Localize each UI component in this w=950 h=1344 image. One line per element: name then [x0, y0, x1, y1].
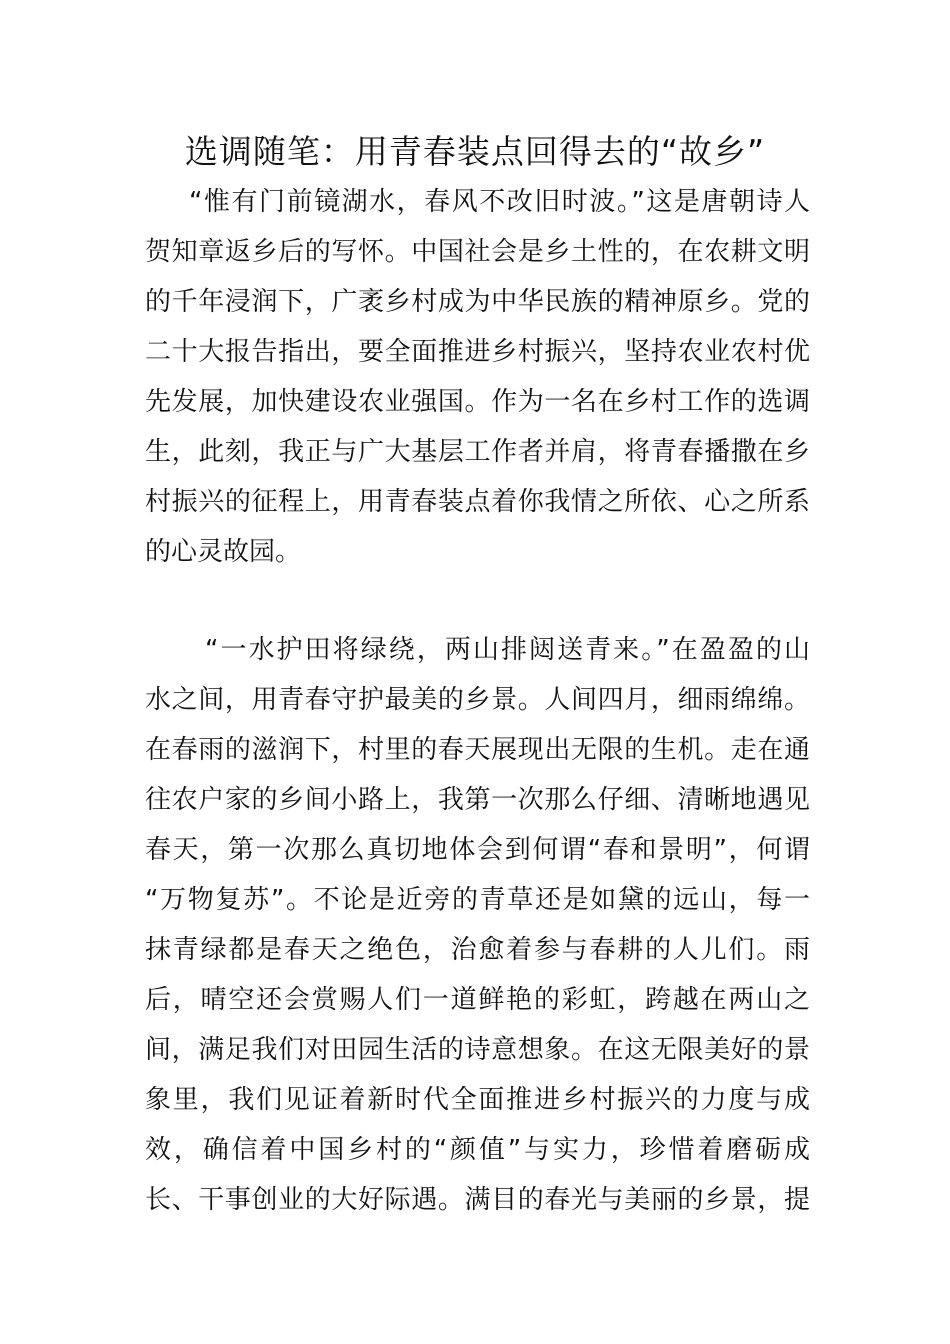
paragraph-line: 的心灵故园。	[145, 537, 302, 567]
paragraph-line: “万物复苏”。不论是近旁的青草还是如黛的远山，每一	[145, 885, 810, 915]
paragraph-line: 抹青绿都是春天之绝色，治愈着参与春耕的人儿们。雨	[145, 935, 810, 965]
paragraph-line: “惟有门前镜湖水，春风不改旧时波。”这是唐朝诗人	[189, 187, 810, 217]
paragraph-line: 后，晴空还会赏赐人们一道鲜艳的彩虹，跨越在两山之	[145, 985, 810, 1015]
paragraph-line: 贺知章返乡后的写怀。中国社会是乡土性的，在农耕文明	[145, 237, 810, 267]
paragraph-line: 生，此刻，我正与广大基层工作者并肩，将青春播撒在乡	[145, 437, 810, 467]
paragraph-2	[145, 625, 810, 1225]
paragraph-line: 在春雨的滋润下，村里的春天展现出无限的生机。走在通	[145, 735, 810, 765]
paragraph-line: 水之间，用青春守护最美的乡景。人间四月，细雨绵绵。	[145, 685, 810, 715]
paragraph-line: 春天，第一次那么真切地体会到何谓“春和景明”，何谓	[145, 835, 810, 865]
paragraph-line: 先发展，加快建设农业强国。作为一名在乡村工作的选调	[145, 387, 810, 417]
document-title: 选调随笔：用青春装点回得去的“故乡”	[184, 132, 766, 171]
paragraph-line: 长、干事创业的大好际遇。满目的春光与美丽的乡景，提	[145, 1185, 810, 1215]
paragraph-line: 象里，我们见证着新时代全面推进乡村振兴的力度与成	[145, 1085, 810, 1115]
paragraph-line: 间，满足我们对田园生活的诗意想象。在这无限美好的景	[145, 1035, 810, 1065]
paragraph-line: 二十大报告指出，要全面推进乡村振兴，坚持农业农村优	[145, 337, 810, 367]
paragraph-1	[145, 177, 810, 577]
paragraph-line: 效，确信着中国乡村的“颜值”与实力，珍惜着磨砺成	[145, 1135, 810, 1165]
paragraph-line: 的千年浸润下，广袤乡村成为中华民族的精神原乡。党的	[145, 287, 810, 317]
paragraph-line: 村振兴的征程上，用青春装点着你我情之所依、心之所系	[145, 487, 810, 517]
paragraph-line: “一水护田将绿绕，两山排闼送青来。”在盈盈的山	[205, 635, 810, 665]
paragraph-line: 往农户家的乡间小路上，我第一次那么仔细、清晰地遇见	[145, 785, 810, 815]
